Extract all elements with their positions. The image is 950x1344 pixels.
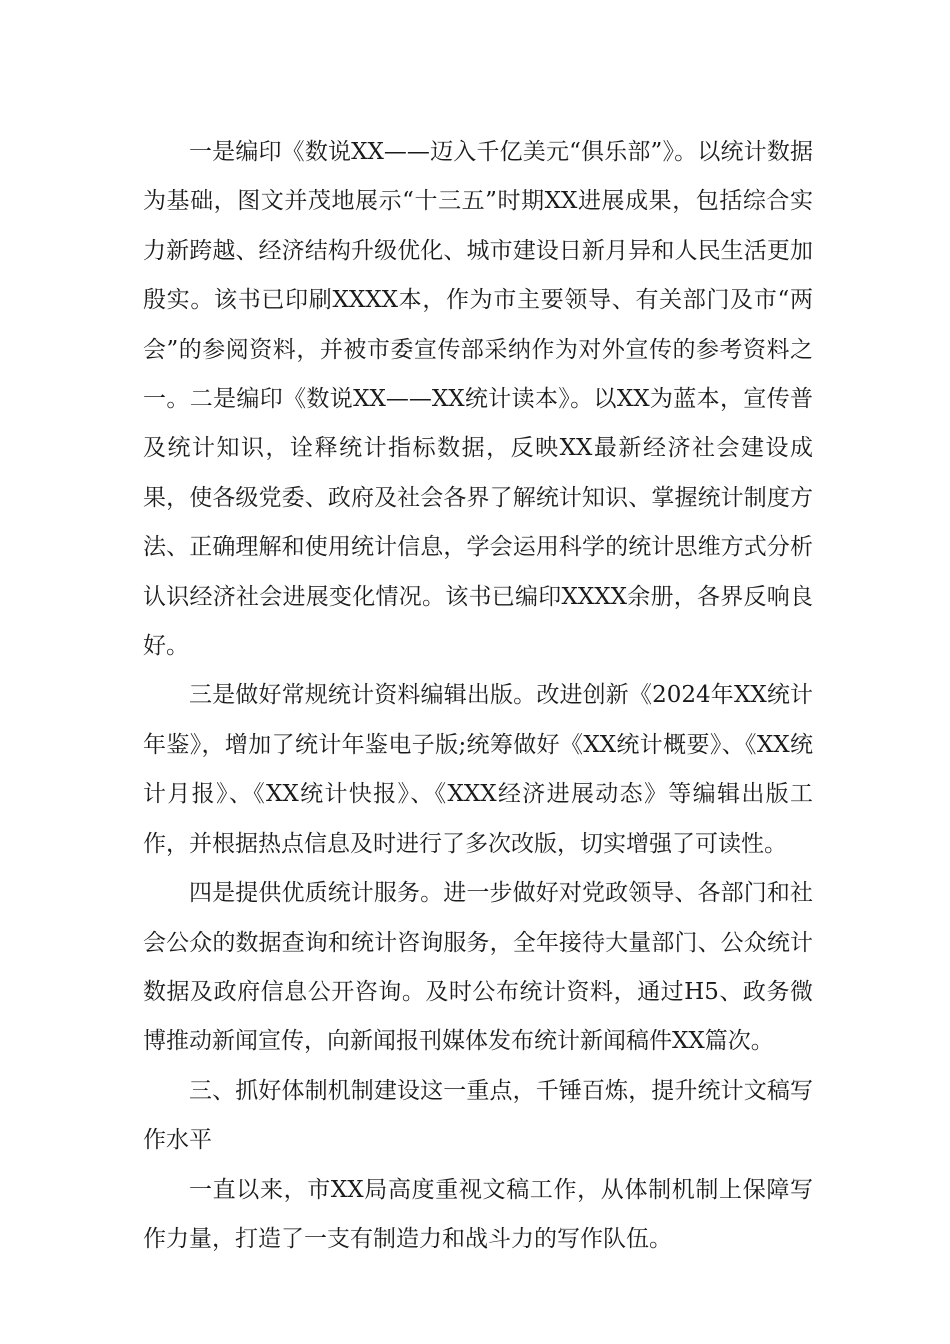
paragraph-publications: 一是编印《数说XX——迈入千亿美元“俱乐部”》。以统计数据为基础，图文并茂地展示“十三五”时期XX进展成果，包括综合实力新跨越、经济结构升级优化、城市建设日新月异和人民生活更加殷实。该书已印刷XXXX本，作为市主要领导、有关部门及市“两会”的参阅资料，并被市委宣传部采纳作为对外宣传的参考资料之一。二是编印《数说XX——XX统计读本》。以XX为蓝本，宣传普及统计知识，诠释统计指标数据，反映XX最新经济社会建设成果，使各级党委、政府及社会各界了解统计知识、掌握统计制度方法、正确理解和使用统计信息，学会运用科学的统计思维方式分析认识经济社会进展变化情况。该书已编印XXXX余册，各界反响良好。 xyxy=(143,139,813,660)
document-body xyxy=(143,128,813,1264)
paragraph-statistical-services: 四是提供优质统计服务。进一步做好对党政领导、各部门和社会公众的数据查询和统计咨询服务，全年接待大量部门、公众统计数据及政府信息公开咨询。及时公布统计资料，通过H5、政务微博推动新闻宣传，向新闻报刊媒体发布统计新闻稿件XX篇次。 xyxy=(143,880,813,1055)
paragraph-regular-publishing: 三是做好常规统计资料编辑出版。改进创新《2024年XX统计年鉴》，增加了统计年鉴电子版;统筹做好《XX统计概要》、《XX统计月报》、《XX统计快报》、《XXX经济进展动态》等编辑出版工作，并根据热点信息及时进行了多次改版，切实增强了可读性。 xyxy=(143,682,813,857)
paragraph-writing-team: 一直以来，市XX局高度重视文稿工作，从体制机制上保障写作力量，打造了一支有制造力和战斗力的写作队伍。 xyxy=(143,1176,813,1252)
section-heading: 三、抓好体制机制建设这一重点，千锤百炼，提升统计文稿写作水平 xyxy=(143,1077,813,1154)
